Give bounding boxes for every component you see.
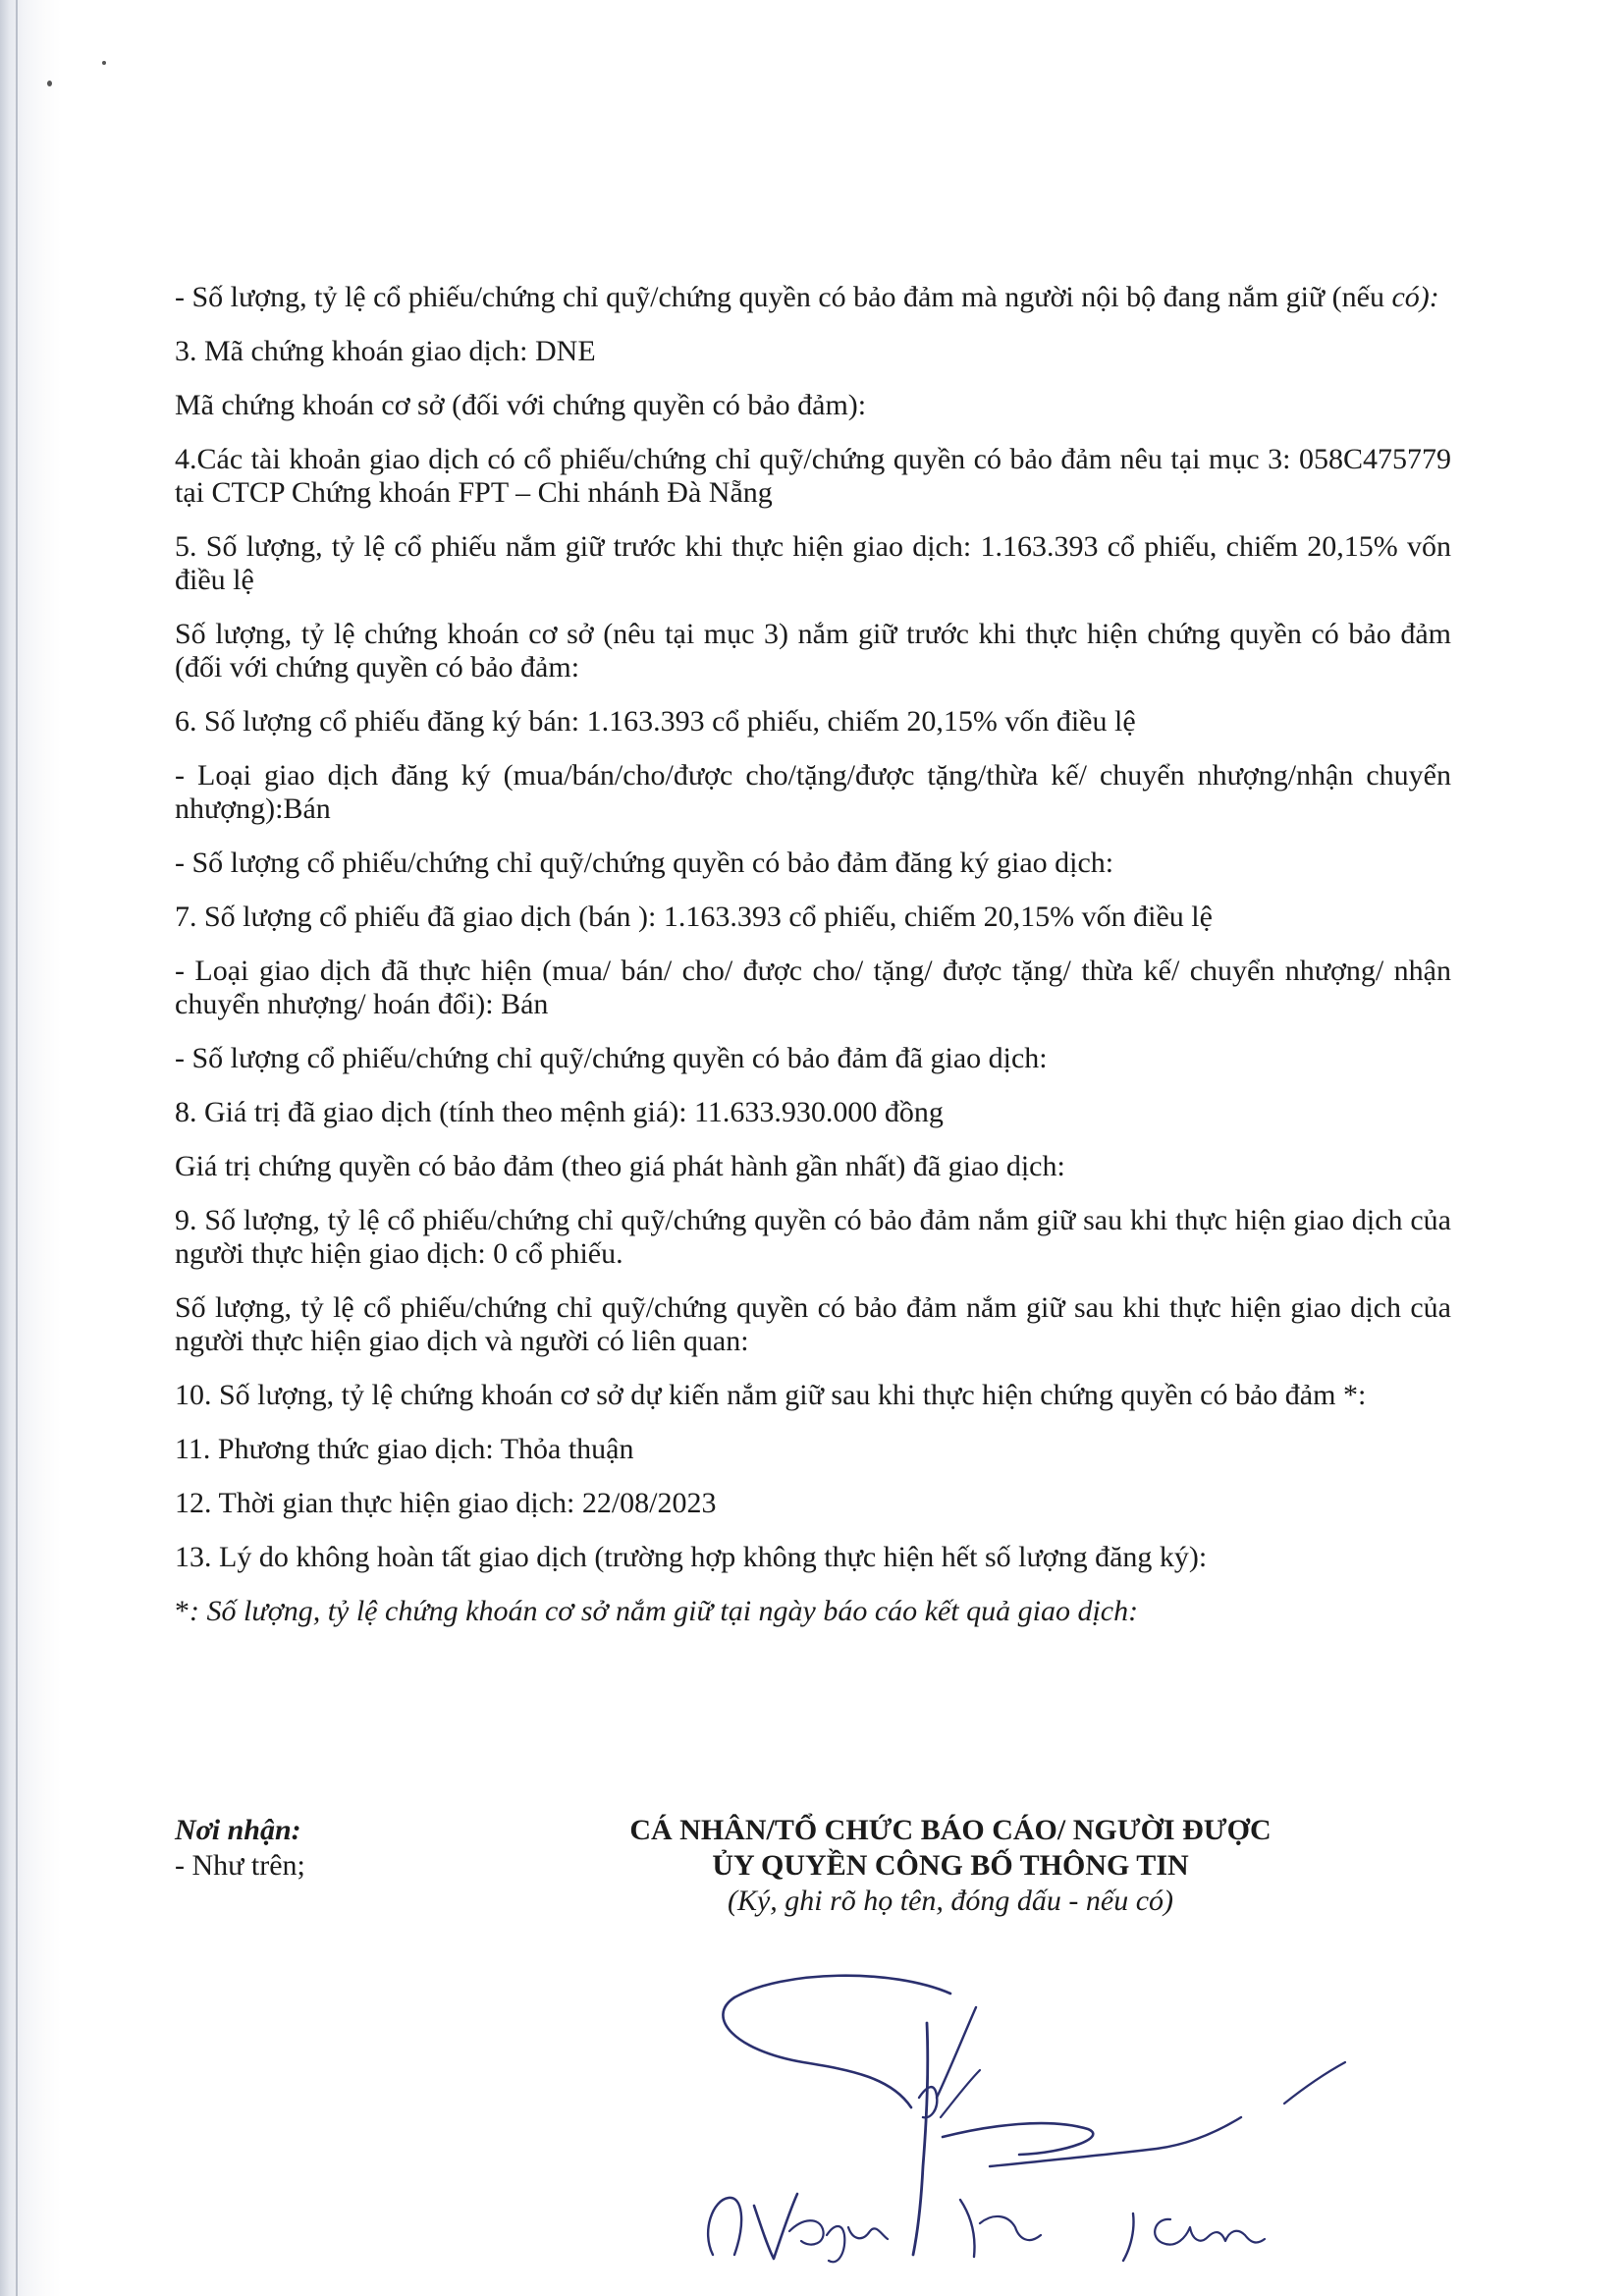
recipients-item: - Như trên; [175, 1849, 305, 1882]
insider-holding-italic: có): [1391, 281, 1439, 313]
item-11-trading-method: 11. Phương thức giao dịch: Thỏa thuận [175, 1433, 634, 1465]
item-5-holding-before: 5. Số lượng, tỷ lệ cổ phiếu nắm giữ trước khi thực hiện giao dịch: 1.163.393 cổ phiếu, chiếm 20,15% vốn điều lệ [175, 530, 1451, 596]
item-9-related-holding-after: Số lượng, tỷ lệ cổ phiếu/chứng chỉ quỹ/chứng quyền có bảo đảm nắm giữ sau khi thực hiện giao dịch của người thực hiện giao dịch và người có liên quan: [175, 1291, 1451, 1357]
scan-speck [47, 81, 52, 86]
item-3-securities-code: 3. Mã chứng khoán giao dịch: DNE [175, 335, 596, 367]
item-7-traded-type: - Loại giao dịch đã thực hiện (mua/ bán/ cho/ được cho/ tặng/ được tặng/ thừa kế/ chuyển nhượng/ nhận chuyển nhượng/ hoán đổi): Bán [175, 955, 1451, 1020]
insider-holding-text: - Số lượng, tỷ lệ cổ phiếu/chứng chỉ quỹ/chứng quyền có bảo đảm mà người nội bộ đang nắm giữ (nếu [175, 281, 1392, 313]
handwritten-signature [695, 1960, 1441, 2265]
scan-edge-shadow [0, 0, 61, 2296]
item-7-traded-cw: - Số lượng cổ phiếu/chứng chỉ quỹ/chứng quyền có bảo đảm đã giao dịch: [175, 1042, 1048, 1074]
recipients-title: Nơi nhận: [175, 1814, 301, 1846]
item-12-trading-date: 12. Thời gian thực hiện giao dịch: 22/08/2023 [175, 1487, 717, 1519]
signer-note: (Ký, ghi rõ họ tên, đóng dấu - nếu có) [727, 1885, 1174, 1917]
item-7-traded-quantity: 7. Số lượng cổ phiếu đã giao dịch (bán ): 1.163.393 cổ phiếu, chiếm 20,15% vốn điều lệ [175, 901, 1213, 933]
item-10-underlying-expected: 10. Số lượng, tỷ lệ chứng khoán cơ sở dự kiến nắm giữ sau khi thực hiện chứng quyền có bảo đảm *: [175, 1379, 1367, 1411]
scan-edge-line [16, 0, 18, 2296]
item-6-registered-cw: - Số lượng cổ phiếu/chứng chỉ quỹ/chứng quyền có bảo đảm đăng ký giao dịch: [175, 847, 1114, 879]
item-5-underlying-before: Số lượng, tỷ lệ chứng khoán cơ sở (nêu tại mục 3) nắm giữ trước khi thực hiện chứng quyền có bảo đảm (đối với chứng quyền có bảo đảm: [175, 618, 1451, 683]
document-body [175, 281, 1451, 1628]
insider-holding-line [175, 281, 1451, 314]
signer-title-line-1: CÁ NHÂN/TỔ CHỨC BÁO CÁO/ NGƯỜI ĐƯỢC [629, 1814, 1272, 1846]
item-4-trading-accounts: 4.Các tài khoản giao dịch có cổ phiếu/chứng chỉ quỹ/chứng quyền có bảo đảm nêu tại mục 3: 058C475779 tại CTCP Chứng khoán FPT – Chi nhánh Đà Nẵng [175, 443, 1451, 509]
item-9-holding-after: 9. Số lượng, tỷ lệ cổ phiếu/chứng chỉ quỹ/chứng quyền có bảo đảm nắm giữ sau khi thực hiện giao dịch của người thực hiện giao dịch: 0 cổ phiếu. [175, 1204, 1451, 1270]
underlying-securities-code: Mã chứng khoán cơ sở (đối với chứng quyền có bảo đảm): [175, 389, 867, 421]
item-8-traded-value: 8. Giá trị đã giao dịch (tính theo mệnh giá): 11.633.930.000 đồng [175, 1096, 944, 1128]
footnote-text: : Số lượng, tỷ lệ chứng khoán cơ sở nắm giữ tại ngày báo cáo kết quả giao dịch: [189, 1595, 1139, 1627]
item-8-cw-value: Giá trị chứng quyền có bảo đảm (theo giá phát hành gần nhất) đã giao dịch: [175, 1150, 1065, 1182]
footnote-mark: * [175, 1595, 189, 1627]
recipients-block [175, 1813, 528, 1884]
signer-block [597, 1813, 1304, 1919]
item-6-registered-type: - Loại giao dịch đăng ký (mua/bán/cho/được cho/tặng/được tặng/thừa kế/ chuyển nhượng/nhận chuyển nhượng):Bán [175, 759, 1451, 825]
footnote [175, 1595, 1451, 1628]
signature-section [175, 1813, 1451, 2265]
signer-title-line-2: ỦY QUYỀN CÔNG BỐ THÔNG TIN [712, 1849, 1189, 1882]
scan-speck [102, 61, 106, 65]
item-13-incomplete-reason: 13. Lý do không hoàn tất giao dịch (trường hợp không thực hiện hết số lượng đăng ký): [175, 1541, 1208, 1573]
item-6-registered-sell: 6. Số lượng cổ phiếu đăng ký bán: 1.163.393 cổ phiếu, chiếm 20,15% vốn điều lệ [175, 705, 1136, 738]
